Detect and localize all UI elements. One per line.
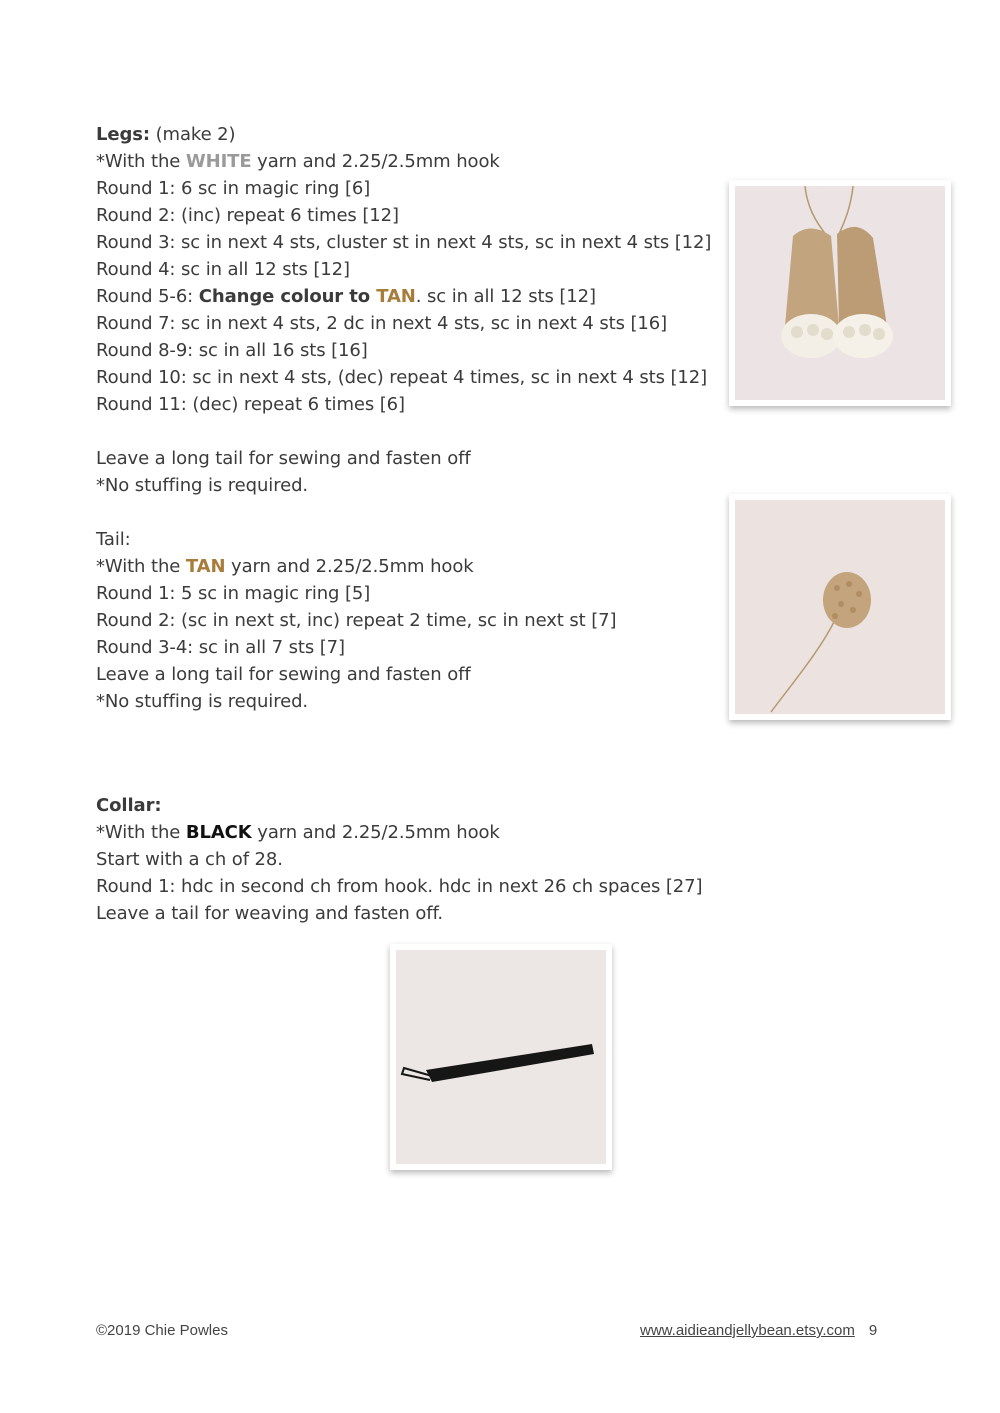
tail-photo <box>729 494 951 720</box>
legs-round-5-6-suffix: . sc in all 12 sts [12] <box>415 286 596 307</box>
tail-yarn-color: TAN <box>185 556 226 577</box>
tail-yarn-line <box>96 553 711 580</box>
page-number: 9 <box>868 1322 878 1339</box>
legs-round-5-6-color: TAN <box>376 286 416 307</box>
legs-round-5-6-prefix: Round 5-6: <box>96 286 199 307</box>
tail-image <box>735 500 945 714</box>
collar-section <box>96 792 702 927</box>
legs-image <box>735 186 945 400</box>
legs-section <box>96 121 711 715</box>
legs-round-10: Round 10: sc in next 4 sts, (dec) repeat 4 times, sc in next 4 sts [12] <box>96 367 708 388</box>
legs-photo <box>729 180 951 406</box>
collar-heading: Collar: <box>96 795 162 816</box>
legs-round-5-6-change: Change colour to <box>198 286 377 307</box>
collar-yarn-prefix: *With the <box>96 822 186 843</box>
collar-yarn-suffix: yarn and 2.25/2.5mm hook <box>251 822 500 843</box>
collar-photo <box>390 944 612 1170</box>
legs-round-3: Round 3: sc in next 4 sts, cluster st in next 4 sts, sc in next 4 sts [12] <box>96 232 712 253</box>
collar-start: Start with a ch of 28. <box>96 849 283 870</box>
tail-round-1: Round 1: 5 sc in magic ring [5] <box>96 583 371 604</box>
tail-finish-1: Leave a long tail for sewing and fasten off <box>96 664 471 685</box>
spacer <box>96 418 711 445</box>
website-link[interactable]: www.aidieandjellybean.etsy.com <box>640 1322 855 1339</box>
legs-round-11: Round 11: (dec) repeat 6 times [6] <box>96 394 405 415</box>
legs-round-7: Round 7: sc in next 4 sts, 2 dc in next 4 sts, sc in next 4 sts [16] <box>96 313 668 334</box>
collar-image <box>396 950 606 1164</box>
collar-yarn-line <box>96 819 702 846</box>
collar-yarn-color: BLACK <box>185 822 252 843</box>
legs-heading: Legs: <box>96 124 150 145</box>
legs-round-5-6 <box>96 283 711 310</box>
tail-heading: Tail: <box>96 529 131 550</box>
legs-finish-2: *No stuffing is required. <box>96 475 309 496</box>
legs-round-1: Round 1: 6 sc in magic ring [6] <box>96 178 371 199</box>
tail-yarn-prefix: *With the <box>96 556 186 577</box>
tail-yarn-suffix: yarn and 2.25/2.5mm hook <box>225 556 474 577</box>
footer-right <box>640 1322 877 1339</box>
legs-round-8-9: Round 8-9: sc in all 16 sts [16] <box>96 340 368 361</box>
legs-round-2: Round 2: (inc) repeat 6 times [12] <box>96 205 399 226</box>
collar-finish: Leave a tail for weaving and fasten off. <box>96 903 444 924</box>
legs-finish-1: Leave a long tail for sewing and fasten off <box>96 448 471 469</box>
legs-heading-note: (make 2) <box>149 124 236 145</box>
legs-yarn-line <box>96 148 711 175</box>
spacer <box>96 499 711 526</box>
legs-heading-line <box>96 121 711 148</box>
legs-yarn-prefix: *With the <box>96 151 186 172</box>
tail-round-3-4: Round 3-4: sc in all 7 sts [7] <box>96 637 345 658</box>
legs-yarn-color: WHITE <box>185 151 252 172</box>
legs-yarn-suffix: yarn and 2.25/2.5mm hook <box>251 151 500 172</box>
footer-copyright: ©2019 Chie Powles <box>96 1322 228 1339</box>
tail-finish-2: *No stuffing is required. <box>96 691 309 712</box>
legs-round-4: Round 4: sc in all 12 sts [12] <box>96 259 350 280</box>
tail-round-2: Round 2: (sc in next st, inc) repeat 2 time, sc in next st [7] <box>96 610 617 631</box>
collar-round-1: Round 1: hdc in second ch from hook. hdc in next 26 ch spaces [27] <box>96 876 703 897</box>
